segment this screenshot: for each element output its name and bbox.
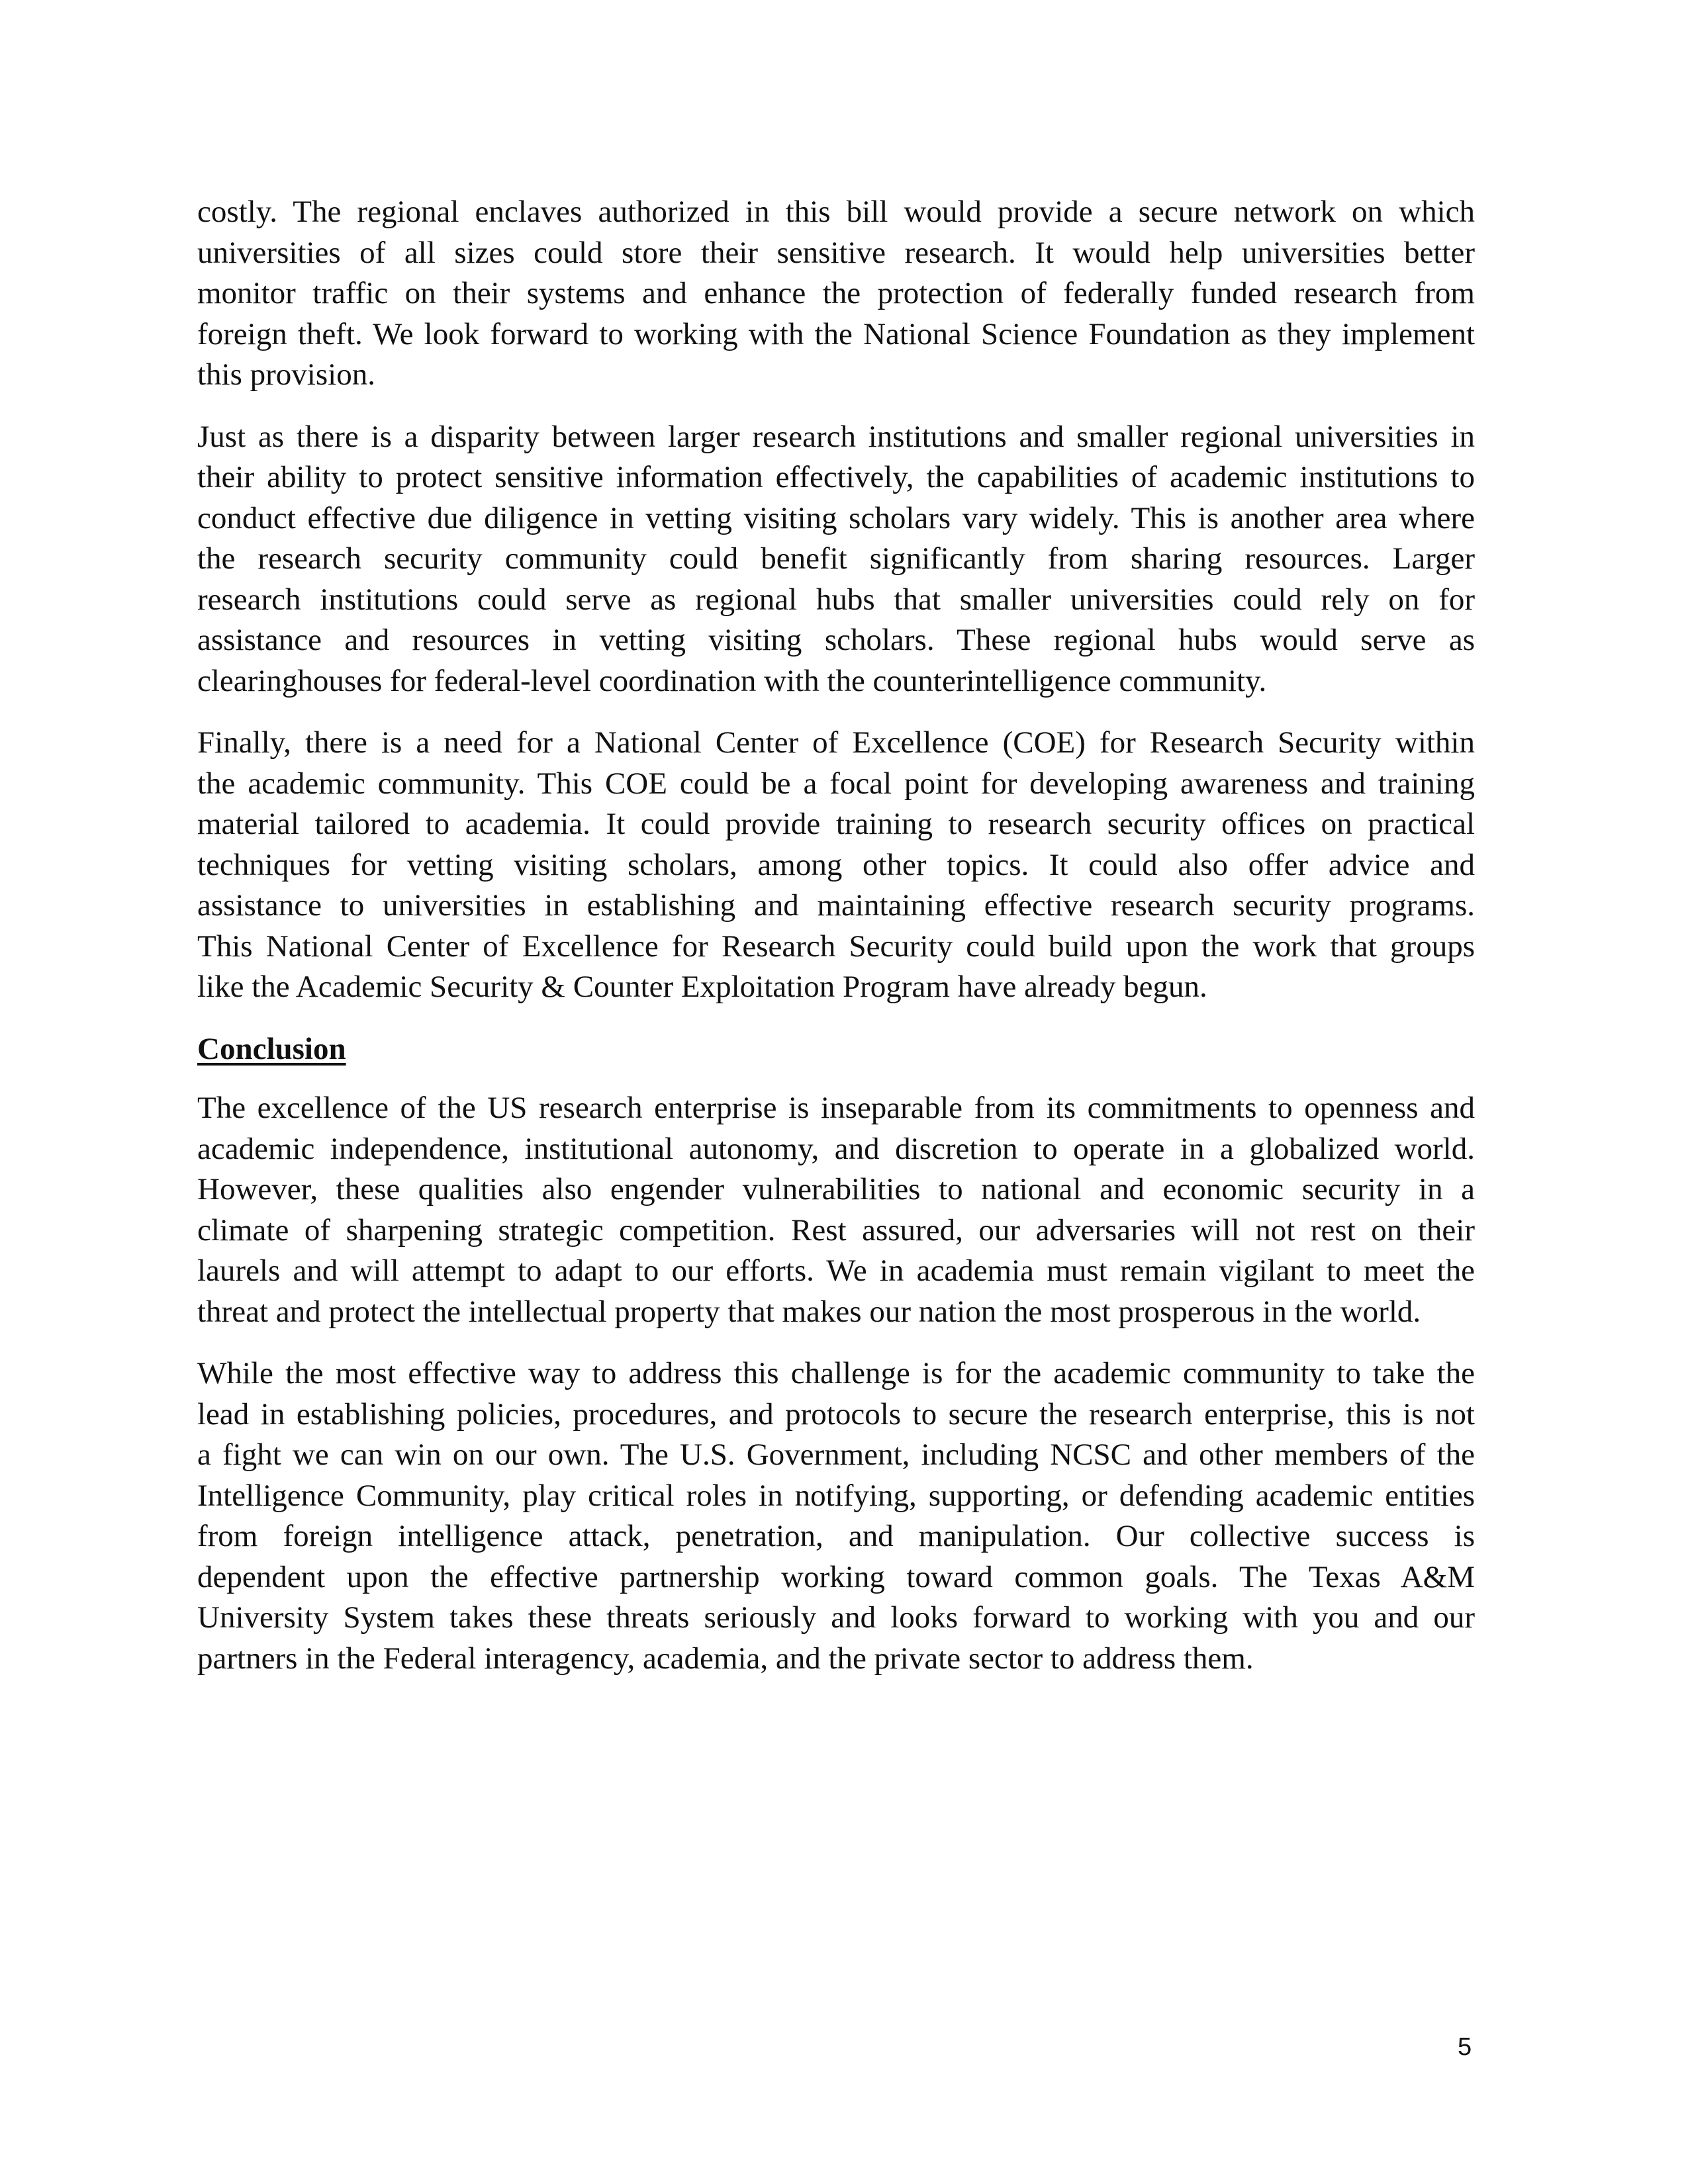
text-line: costly. The regional enclaves authorized in this bill would provide a secure network on which	[197, 195, 1475, 229]
paragraph-center-of-excellence	[197, 723, 1475, 1008]
text-line: a fight we can win on our own. The U.S. Government, including NCSC and other members of the	[197, 1437, 1475, 1472]
text-line: techniques for vetting visiting scholars, among other topics. It could also offer advice and	[197, 847, 1475, 882]
text-line: the research security community could benefit significantly from sharing resources. Larger	[197, 541, 1475, 576]
text-line: lead in establishing policies, procedures, and protocols to secure the research enterprise, this is not	[197, 1396, 1475, 1432]
paragraph-conclusion-excellence	[197, 1088, 1475, 1332]
text-line: laurels and will attempt to adapt to our efforts. We in academia must remain vigilant to meet the	[197, 1253, 1475, 1288]
text-line: Intelligence Community, play critical roles in notifying, supporting, or defending academic entities	[197, 1478, 1475, 1513]
text-line: monitor traffic on their systems and enhance the protection of federally funded research from	[197, 276, 1475, 310]
text-line: clearinghouses for federal-level coordination with the counterintelligence community.	[197, 663, 1267, 698]
text-line: assistance to universities in establishing and maintaining effective research security programs.	[197, 888, 1475, 923]
text-line: foreign theft. We look forward to working with the National Science Foundation as they implement	[197, 316, 1475, 351]
text-line: climate of sharpening strategic competition. Rest assured, our adversaries will not rest on their	[197, 1212, 1475, 1248]
text-line: material tailored to academia. It could provide training to research security offices on practical	[197, 807, 1475, 841]
text-line: from foreign intelligence attack, penetration, and manipulation. Our collective success is	[197, 1519, 1475, 1553]
section-heading-conclusion: Conclusion	[197, 1031, 346, 1066]
paragraph-visiting-scholars	[197, 417, 1475, 702]
text-line: this provision.	[197, 357, 375, 392]
text-line: their ability to protect sensitive information effectively, the capabilities of academic institutions to	[197, 460, 1475, 494]
text-line: partners in the Federal interagency, academia, and the private sector to address them.	[197, 1641, 1254, 1676]
text-line: universities of all sizes could store their sensitive research. It would help universities better	[197, 235, 1475, 270]
text-line: Finally, there is a need for a National Center of Excellence (COE) for Research Security within	[197, 725, 1475, 760]
text-line: Just as there is a disparity between larger research institutions and smaller regional universities in	[197, 419, 1475, 454]
paragraph-conclusion-partnership	[197, 1353, 1475, 1679]
text-line: academic independence, institutional autonomy, and discretion to operate in a globalized world.	[197, 1131, 1475, 1166]
text-line: research institutions could serve as regional hubs that smaller universities could rely on for	[197, 582, 1475, 617]
text-line: threat and protect the intellectual property that makes our nation the most prosperous in the world.	[197, 1294, 1421, 1329]
paragraph-regional-enclaves	[197, 192, 1475, 396]
text-line: University System takes these threats seriously and looks forward to working with you and our	[197, 1600, 1475, 1635]
text-line: dependent upon the effective partnership working toward common goals. The Texas A&M	[197, 1559, 1475, 1594]
text-line: the academic community. This COE could be a focal point for developing awareness and training	[197, 766, 1475, 801]
text-line: assistance and resources in vetting visiting scholars. These regional hubs would serve as	[197, 623, 1475, 657]
text-line: like the Academic Security & Counter Exploitation Program have already begun.	[197, 970, 1207, 1004]
text-line: The excellence of the US research enterprise is inseparable from its commitments to openness and	[197, 1091, 1475, 1125]
text-line: conduct effective due diligence in vetting visiting scholars vary widely. This is another area where	[197, 500, 1475, 535]
text-line: This National Center of Excellence for Research Security could build upon the work that groups	[197, 929, 1475, 964]
text-line: However, these qualities also engender vulnerabilities to national and economic security in a	[197, 1172, 1475, 1206]
page-number: 5	[1458, 2033, 1472, 2061]
document-page	[197, 192, 1475, 1700]
text-line: While the most effective way to address this challenge is for the academic community to take the	[197, 1356, 1475, 1390]
